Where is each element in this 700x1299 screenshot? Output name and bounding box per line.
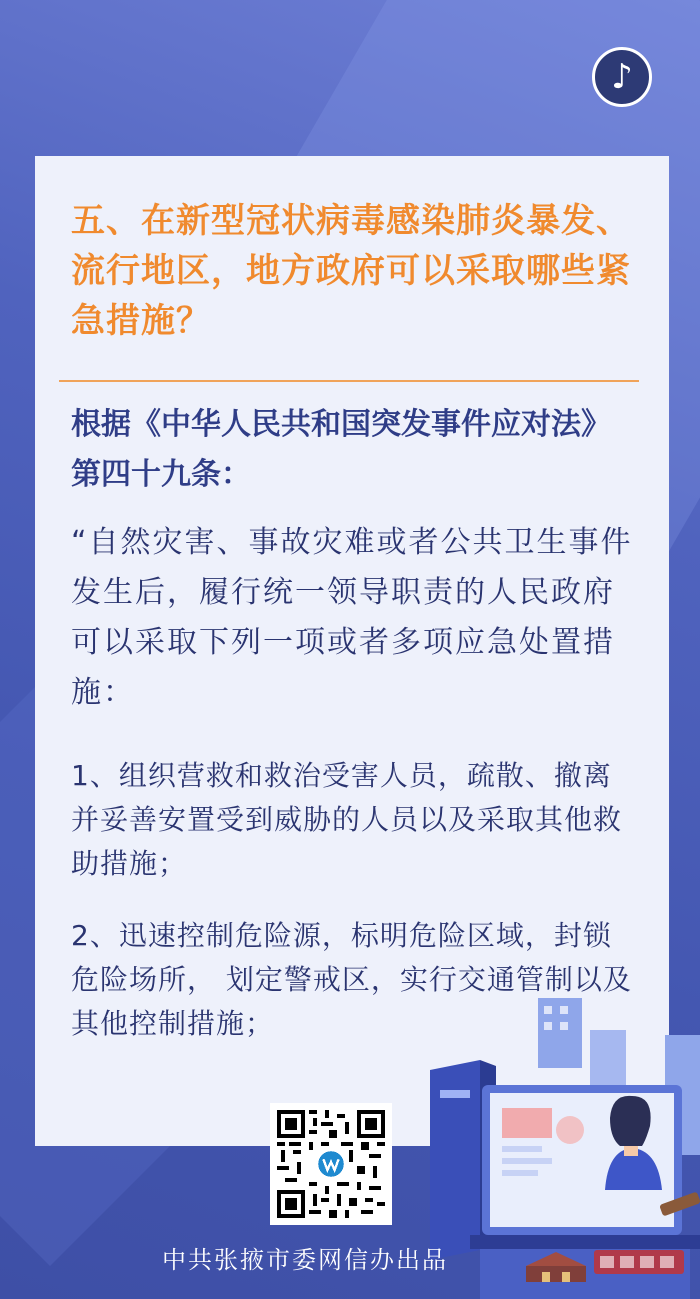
measure-item-2: 2、迅速控制危险源，标明危险区域，封锁危险场所， 划定警戒区，实行交通管制以及其他控制措施； (71, 919, 632, 1040)
measure-item-1: 1、组织营救和救治受害人员，疏散、撤离并妥善安置受到威胁的人员以及采取其他救助措施； (71, 759, 623, 880)
law-reference: 根据《中华人民共和国突发事件应对法》第四十九条： (71, 407, 611, 492)
question-heading: 五、在新型冠状病毒感染肺炎暴发、流行地区，地方政府可以采取哪些紧急措施？ (71, 201, 631, 341)
publisher-credit: 中共张掖市委网信办出品 (162, 1246, 448, 1274)
divider (59, 380, 639, 382)
music-toggle-button[interactable] (592, 47, 652, 107)
music-note-icon: ♪ (611, 57, 633, 97)
watermark-logo (520, 1236, 690, 1288)
law-quote: “自然灾害、事故灾难或者公共卫生事件发生后，履行统一领导职责的人民政府可以采取下列一项或者多项应急处置措施： (71, 525, 633, 710)
qr-code-icon (277, 1110, 385, 1218)
qr-code[interactable] (270, 1103, 392, 1225)
